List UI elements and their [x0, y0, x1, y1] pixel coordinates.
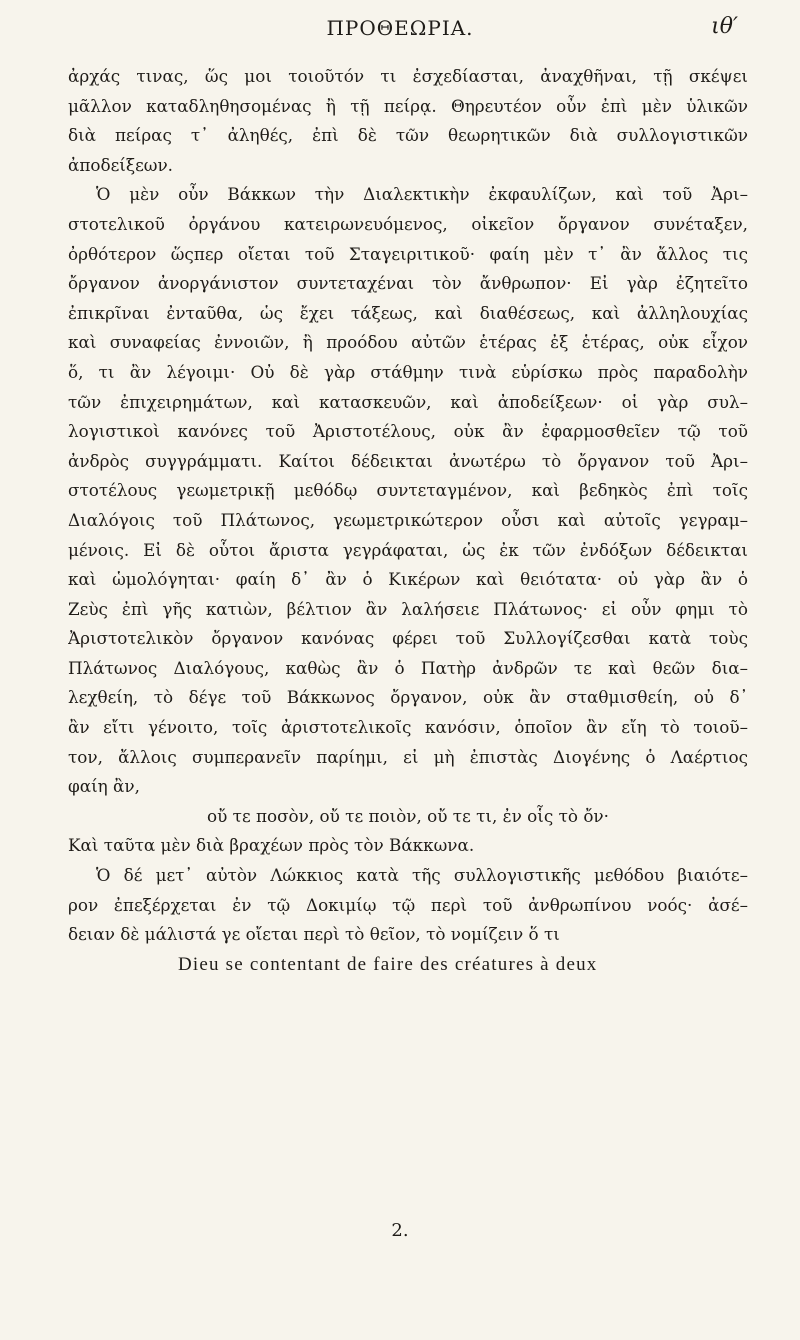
text-line: λογιστικοὶ κανόνες τοῦ Ἀριστοτέλους, οὐκ ἂν ἐφαρμοσθεῖεν τῷ τοῦ [68, 421, 748, 442]
text-line: Πλάτωνος Διαλόγους, καθὼς ἂν ὁ Πατὴρ ἀνδρῶν τε καὶ θεῶν δια– [68, 657, 748, 678]
text-line: ὄργανον ἀνοργάνιστον συντεταχέναι τὸν ἄνθρωπον· Εἰ γὰρ ἐζητεῖτο [68, 273, 748, 294]
text-line: δειαν δὲ μάλιστά γε οἴεται περὶ τὸ θεῖον, τὸ νομίζειν ὅ τι [68, 924, 560, 945]
text-line: καὶ συναφείας ἐννοιῶν, ἢ προόδου αὐτῶν ἑτέρας ἐξ ἑτέρας, οὐκ εἶχον [68, 332, 748, 353]
text-line: καὶ ὡμολόγηται· φαίη δ᾽ ἂν ὁ Κικέρων καὶ θειότατα· οὐ γὰρ ἂν ὁ [68, 569, 748, 590]
text-line: τον, ἄλλοις συμπερανεῖν παρίημι, εἰ μὴ ἐπιστὰς Διογένης ὁ Λαέρτιος [68, 746, 748, 767]
page-number: ιθ′ [711, 14, 738, 39]
running-head [0, 12, 800, 42]
text-line: λεχθείη, τὸ δέγε τοῦ Βάκκωνος ὄργανον, οὐκ ἂν σταθμισθείη, οὐ δ᾽ [68, 687, 748, 708]
text-line: ρον ἐπεξέρχεται ἐν τῷ Δοκιμίῳ τῷ περὶ τοῦ ἀνθρωπίνου νοός· ἀσέ– [68, 894, 748, 915]
signature-mark: 2. [391, 1220, 409, 1241]
text-line: οὔ τε ποσὸν, οὔ τε ποιὸν, οὔ τε τι, ἐν οἷς τὸ ὄν· [207, 805, 609, 826]
text-line: ἀνδρὸς συγγράμματι. Καίτοι δέδεικται ἀνωτέρω τὸ ὄργανον τοῦ Ἀρι– [68, 450, 748, 471]
text-line: Ζεὺς ἐπὶ γῆς κατιὼν, βέλτιον ἂν λαλήσειε Πλάτωνος· εἰ οὖν φημι τὸ [68, 598, 748, 619]
text-line: ἀποδείξεων. [68, 154, 173, 175]
text-line: Ὁ δέ μετ᾽ αὐτὸν Λώκκιος κατὰ τῆς συλλογιστικῆς μεθόδου βιαιότε– [96, 865, 748, 886]
text-line: μᾶλλον καταδληθησομένας ἢ τῇ πείρᾳ. Θηρευτέον οὖν ἐπὶ μὲν ὑλικῶν [68, 95, 748, 116]
running-title: ΠΡΟΘΕΩΡΙΑ. [326, 16, 474, 40]
text-line: ἂν εἴτι γένοιτο, τοῖς ἀριστοτελικοῖς κανόσιν, ὁποῖον ἂν εἴη τὸ τοιοῦ– [68, 717, 748, 738]
text-line: στοτέλους γεωμετρικῇ μεθόδῳ συντεταγμένον, καὶ βεδηκὸς ἐπὶ τοῖς [68, 480, 748, 501]
text-line: φαίη ἂν, [68, 776, 140, 797]
text-line: ὀρθότερον ὥςπερ οἴεται τοῦ Σταγειριτικοῦ· φαίη μὲν τ᾽ ἂν ἄλλος τις [68, 243, 748, 264]
text-line: Ὁ μὲν οὖν Βάκκων τὴν Διαλεκτικὴν ἐκφαυλίζων, καὶ τοῦ Ἀρι– [96, 184, 748, 205]
text-line: ἀρχάς τινας, ὥς μοι τοιοῦτόν τι ἐσχεδίασται, ἀναχθῆναι, τῇ σκέψει [68, 66, 748, 86]
text-line: Διαλόγοις τοῦ Πλάτωνος, γεωμετρικώτερον οὖσι καὶ αὐτοῖς γεγραμ– [68, 509, 748, 530]
text-line: τῶν ἐπιχειρημάτων, καὶ κατασκευῶν, καὶ ἀποδείξεων· οἱ γὰρ συλ– [68, 391, 748, 412]
text-line: διὰ πείρας τ᾽ ἀληθές, ἐπὶ δὲ τῶν θεωρητικῶν διὰ συλλογιστικῶν [68, 125, 748, 146]
text-line: ὅ, τι ἂν λέγοιμι· Οὐ δὲ γὰρ στάθμην τινὰ εὑρίσκω πρὸς παραδολὴν [68, 361, 748, 382]
text-line: στοτελικοῦ ὀργάνου κατειρωνευόμενος, οἰκεῖον ὄργανον συνέταξεν, [68, 213, 748, 234]
text-line: Καὶ ταῦτα μὲν διὰ βραχέων πρὸς τὸν Βάκκωνα. [68, 835, 475, 856]
text-line: μένοις. Εἰ δὲ οὗτοι ἄριστα γεγράφαται, ὡς ἐκ τῶν ἐνδόξων δέδεικται [68, 539, 748, 560]
text-line: Dieu se contentant de faire des créatures à deux [178, 953, 598, 975]
text-line: ἐπικρῖναι ἐνταῦθα, ὡς ἔχει τάξεως, καὶ διαθέσεως, καὶ ἀλληλουχίας [68, 302, 748, 323]
body-text [68, 62, 748, 979]
text-line: Ἀριστοτελικὸν ὄργανον κανόνας φέρει τοῦ Συλλογίζεσθαι κατὰ τοὺς [68, 628, 748, 649]
